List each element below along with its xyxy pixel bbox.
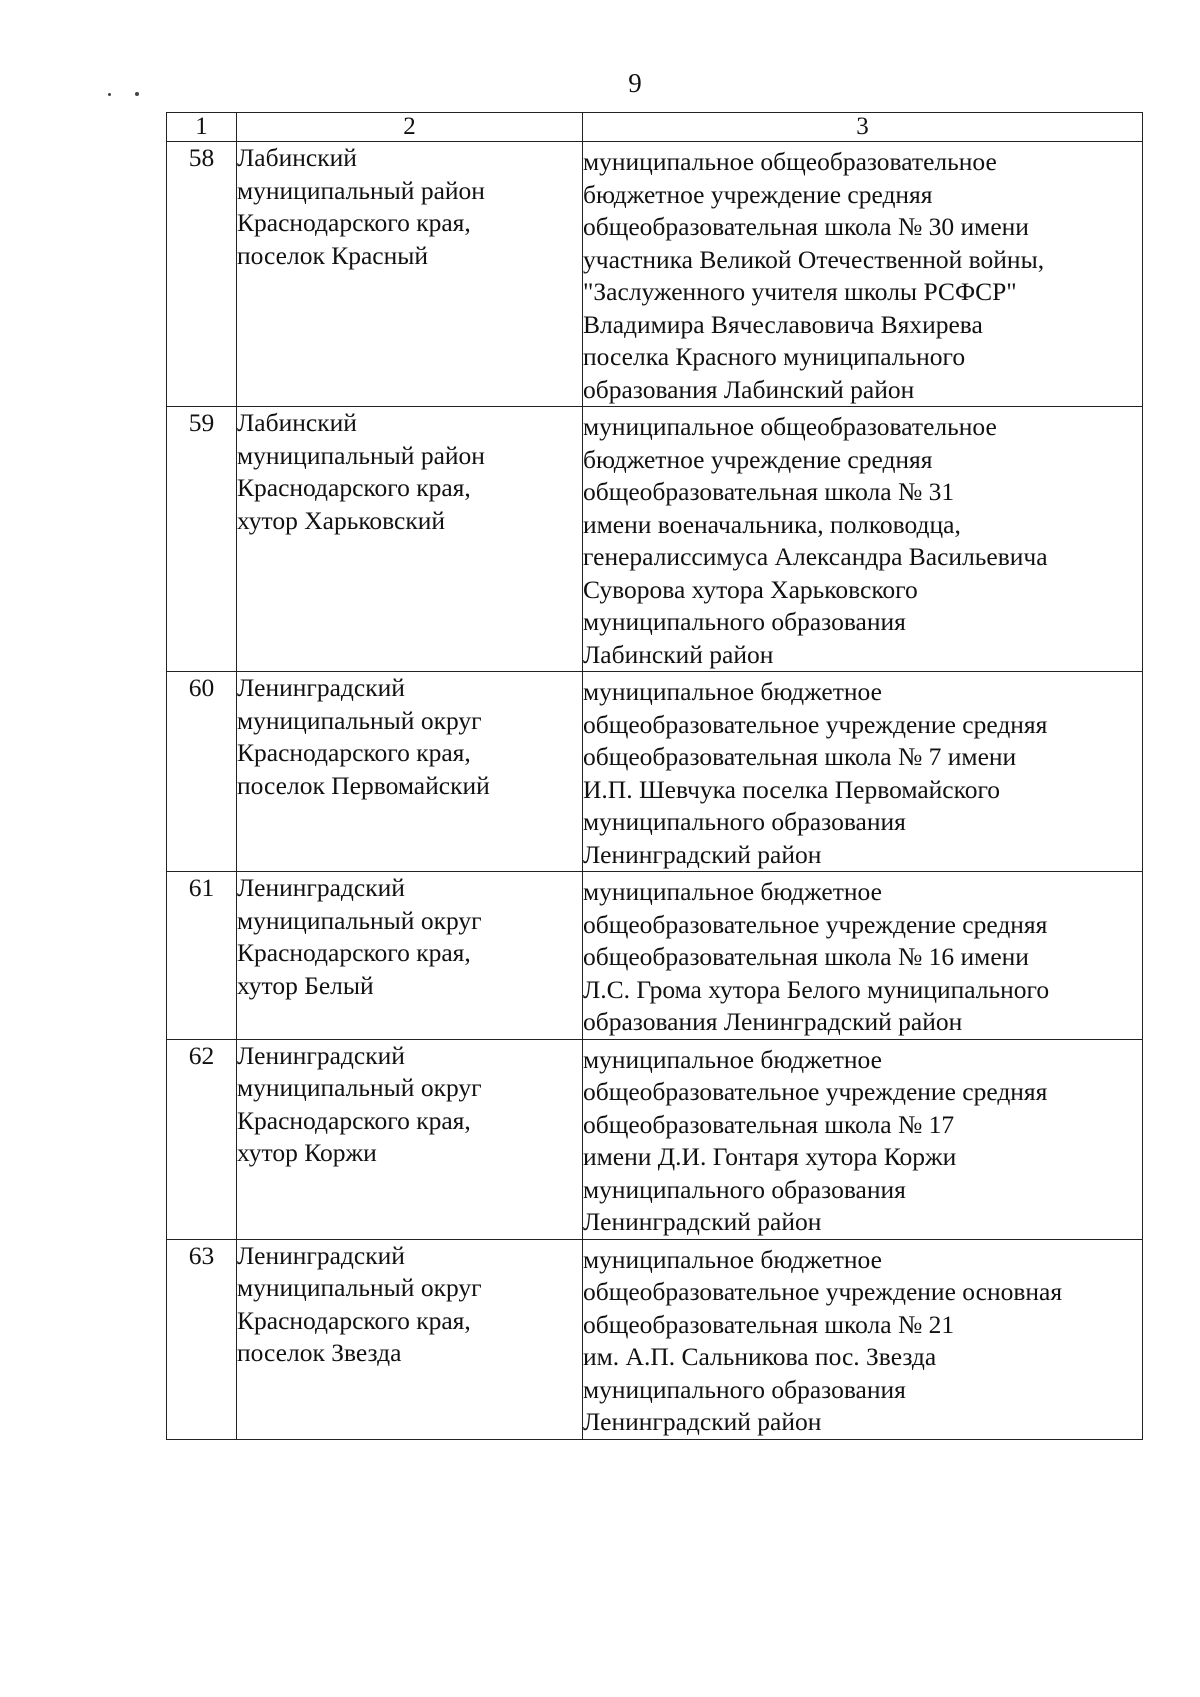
organization-text <box>583 872 1142 1039</box>
organization-line: муниципального образования <box>583 1174 906 1204</box>
organization-line: муниципальное общеобразовательное <box>583 147 997 176</box>
organization-line: общеобразовательное учреждение средняя <box>583 709 1048 739</box>
table-row <box>167 142 1143 407</box>
organization-line: муниципальное бюджетное <box>583 1044 882 1074</box>
location-line: Краснодарского края, <box>237 208 471 237</box>
organization-line: образования Ленинградский район <box>583 1007 963 1036</box>
organization-line: генералиссимуса Александра Васильевича <box>583 542 1048 571</box>
organization-line: муниципального образования <box>583 607 906 636</box>
header-col-1: 1 <box>167 113 237 142</box>
row-number: 58 <box>167 142 237 407</box>
location-line: Лабинский <box>237 408 357 437</box>
organization-line: Суворова хутора Харьковского <box>583 574 918 604</box>
table-header-row <box>167 113 1143 142</box>
organization-text <box>583 1040 1142 1239</box>
location-line: Ленинградский <box>237 1240 405 1270</box>
organization-line: общеобразовательная школа № 7 имени <box>583 742 1017 771</box>
organization-line: им. А.П. Сальникова пос. Звезда <box>583 1342 937 1371</box>
row-location <box>237 672 583 872</box>
row-number: 60 <box>167 672 237 872</box>
organization-line: общеобразовательное учреждение основная <box>583 1277 1063 1306</box>
organization-line: муниципальное бюджетное <box>583 677 882 706</box>
organization-text <box>583 142 1142 406</box>
table-row <box>167 407 1143 672</box>
organization-line: имени Д.И. Гонтаря хутора Коржи <box>583 1142 957 1171</box>
location-line: муниципальный район <box>237 440 485 470</box>
location-line: хутор Коржи <box>237 1138 377 1167</box>
page-number: 9 <box>628 68 642 98</box>
row-location <box>237 1239 583 1439</box>
location-line: Краснодарского края, <box>237 938 471 967</box>
row-number: 63 <box>167 1239 237 1439</box>
row-location <box>237 1039 583 1239</box>
header-col-2: 2 <box>237 113 583 142</box>
organization-line: бюджетное учреждение средняя <box>583 444 933 474</box>
organization-line: Лабинский район <box>583 639 774 669</box>
schools-table <box>166 112 1143 1440</box>
location-line: Ленинградский <box>237 673 405 702</box>
location-line: Краснодарского края, <box>237 738 471 767</box>
organization-line: муниципальное общеобразовательное <box>583 412 997 441</box>
organization-text <box>583 672 1142 871</box>
location-line: Ленинградский <box>237 1040 405 1070</box>
organization-line: имени военачальника, полководца, <box>583 509 961 539</box>
location-line: хутор Белый <box>237 970 374 1000</box>
organization-line: муниципального образования <box>583 1374 906 1404</box>
organization-line: общеобразовательная школа № 16 имени <box>583 942 1029 971</box>
location-line: Краснодарского края, <box>237 1305 471 1335</box>
location-line: Лабинский <box>237 143 357 172</box>
organization-line: Ленинградский район <box>583 839 822 869</box>
row-organization <box>583 872 1143 1040</box>
location-line: Ленинградский <box>237 873 405 902</box>
table-row <box>167 872 1143 1040</box>
location-line: хутор Харьковский <box>237 505 446 535</box>
organization-line: бюджетное учреждение средняя <box>583 179 933 209</box>
row-location <box>237 872 583 1040</box>
location-line: поселок Первомайский <box>237 770 490 800</box>
row-organization <box>583 407 1143 672</box>
row-organization <box>583 1039 1143 1239</box>
organization-line: муниципальное бюджетное <box>583 1244 882 1274</box>
organization-line: общеобразовательная школа № 17 <box>583 1109 955 1139</box>
row-number: 61 <box>167 872 237 1040</box>
location-line: поселок Звезда <box>237 1338 402 1367</box>
location-line: муниципальный округ <box>237 905 482 935</box>
organization-line: "Заслуженного учителя школы РСФСР" <box>583 277 1017 306</box>
row-organization <box>583 1239 1143 1439</box>
location-line: муниципальный округ <box>237 705 482 735</box>
location-line: муниципальный округ <box>237 1073 482 1102</box>
organization-line: Ленинградский район <box>583 1407 822 1436</box>
organization-line: общеобразовательная школа № 21 <box>583 1309 955 1339</box>
organization-line: общеобразовательная школа № 30 имени <box>583 212 1029 241</box>
organization-line: И.П. Шевчука поселка Первомайского <box>583 774 1001 804</box>
organization-line: общеобразовательная школа № 31 <box>583 477 955 506</box>
organization-line: Ленинградский район <box>583 1207 822 1236</box>
organization-line: муниципального образования <box>583 807 906 836</box>
location-line: поселок Красный <box>237 240 429 270</box>
organization-line: участника Великой Отечественной войны, <box>583 244 1045 274</box>
row-location <box>237 407 583 672</box>
row-number: 59 <box>167 407 237 672</box>
row-organization <box>583 142 1143 407</box>
organization-line: общеобразовательное учреждение средняя <box>583 1077 1048 1106</box>
location-line: муниципальный район <box>237 175 485 205</box>
row-organization <box>583 672 1143 872</box>
organization-line: муниципальное бюджетное <box>583 877 882 906</box>
organization-line: общеобразовательное учреждение средняя <box>583 909 1048 939</box>
table-body <box>167 142 1143 1440</box>
location-line: Краснодарского края, <box>237 473 471 502</box>
organization-line: Владимира Вячеславовича Вяхирева <box>583 309 983 339</box>
organization-line: поселка Красного муниципального <box>583 342 966 371</box>
location-line: муниципальный округ <box>237 1273 482 1302</box>
row-number: 62 <box>167 1039 237 1239</box>
location-line: Краснодарского края, <box>237 1105 471 1135</box>
table-row <box>167 672 1143 872</box>
row-location <box>237 142 583 407</box>
organization-line: образования Лабинский район <box>583 374 915 404</box>
table-row <box>167 1039 1143 1239</box>
header-col-3: 3 <box>583 113 1143 142</box>
table-row <box>167 1239 1143 1439</box>
organization-line: Л.С. Грома хутора Белого муниципального <box>583 974 1050 1004</box>
organization-text <box>583 407 1142 671</box>
organization-text <box>583 1240 1142 1439</box>
